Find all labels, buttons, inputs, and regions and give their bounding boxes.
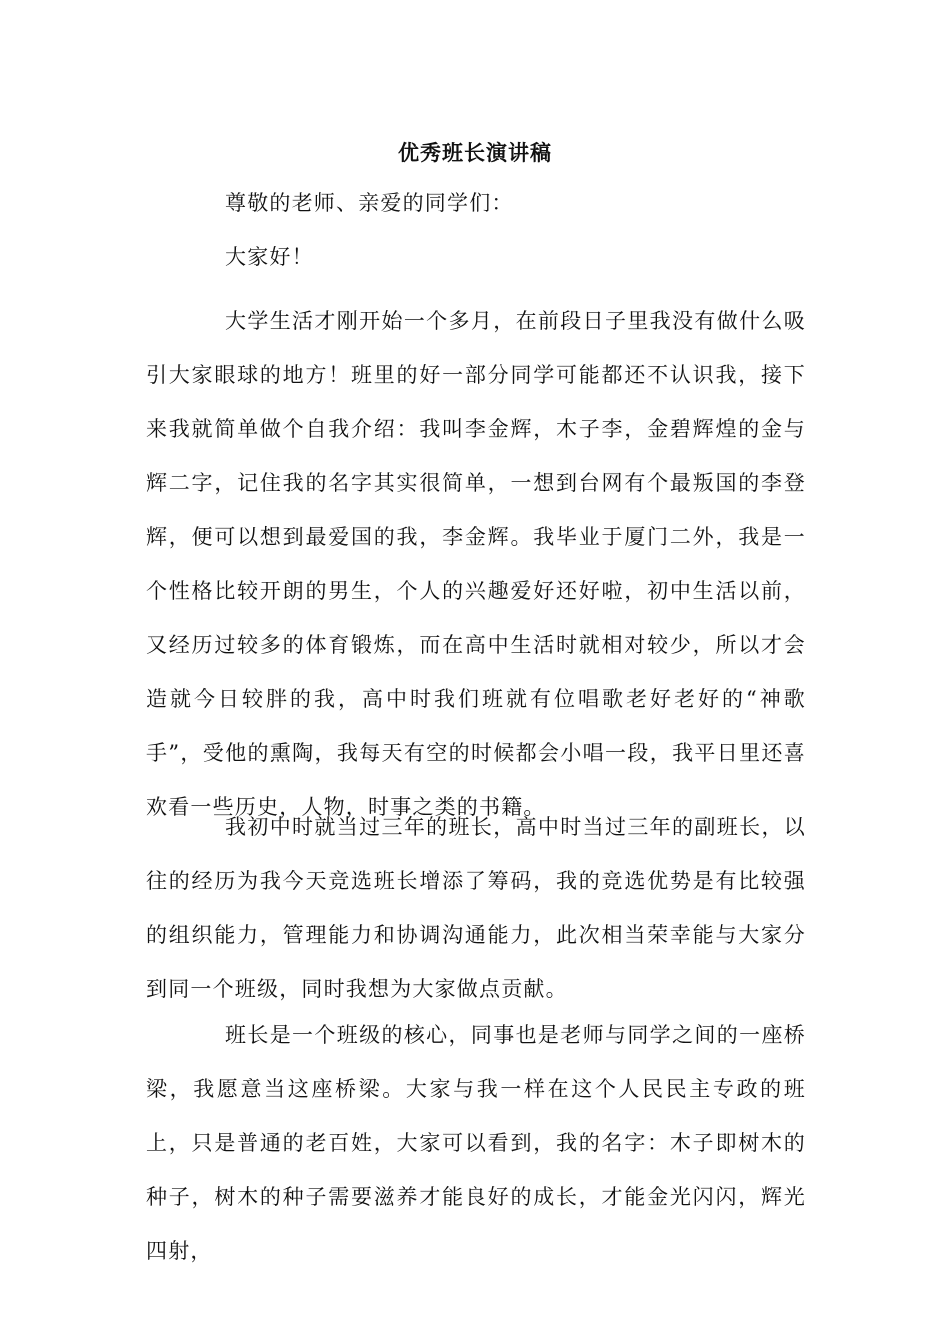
greeting	[146, 230, 806, 284]
salutation	[146, 176, 806, 230]
paragraph-text: 我初中时就当过三年的班长，高中时当过三年的副班长，以往的经历为我今天竞选班长增添了筹码，我的竞选优势是有比较强的组织能力，管理能力和协调沟通能力，此次相当荣幸能与大家分到同一个班级，同时我想为大家做点贡献。	[146, 815, 806, 1001]
greeting-text: 大家好！	[225, 245, 314, 269]
document-title: 优秀班长演讲稿	[398, 140, 552, 165]
paragraph-2	[146, 800, 806, 1016]
paragraph-text: 大学生活才刚开始一个多月，在前段日子里我没有做什么吸引大家眼球的地方！班里的好一部分同学可能都还不认识我，接下来我就简单做个自我介绍：我叫李金辉，木子李，金碧辉煌的金与辉二字，记住我的名字其实很简单，一想到台网有个最叛国的李登辉，便可以想到最爱国的我，李金辉。我毕业于厦门二外，我是一个性格比较开朗的男生，个人的兴趣爱好还好啦，初中生活以前，又经历过较多的体育锻炼，而在高中生活时就相对较少，所以才会造就今日较胖的我，高中时我们班就有位唱歌老好老好的“神歌手”，受他的熏陶，我每天有空的时候都会小唱一段，我平日里还喜欢看一些历史，人物，时事之类的书籍。	[146, 309, 806, 819]
paragraph-1	[146, 294, 806, 834]
paragraph-text: 班长是一个班级的核心，同事也是老师与同学之间的一座桥梁，我愿意当这座桥梁。大家与我一样在这个人民民主专政的班上，只是普通的老百姓，大家可以看到，我的名字：木子即树木的种子，树木的种子需要滋养才能良好的成长，才能金光闪闪，辉光四射，	[146, 1023, 806, 1263]
paragraph-3	[146, 1008, 806, 1278]
salutation-text: 尊敬的老师、亲爱的同学们：	[225, 191, 514, 215]
